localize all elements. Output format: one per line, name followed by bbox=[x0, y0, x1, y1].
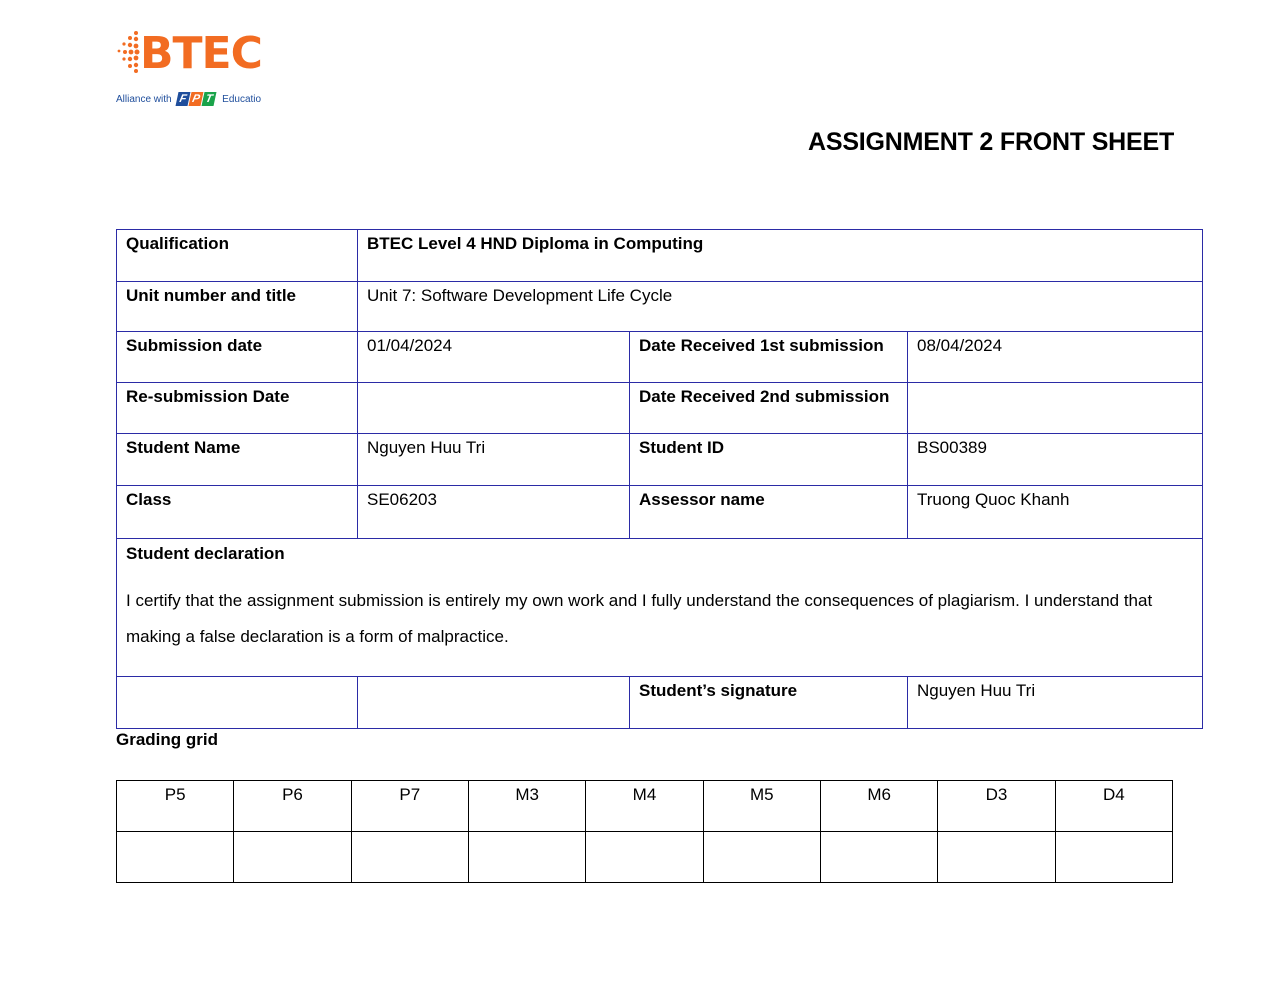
qualification-row bbox=[117, 230, 1203, 282]
resubmission-row bbox=[117, 383, 1203, 434]
class-value: SE06203 bbox=[358, 486, 630, 539]
grade-m5 bbox=[703, 832, 820, 883]
grade-p6 bbox=[234, 832, 351, 883]
signature-row bbox=[117, 677, 1203, 729]
assessor-label: Assessor name bbox=[630, 486, 908, 539]
declaration-cell bbox=[117, 539, 1203, 677]
page-title: ASSIGNMENT 2 FRONT SHEET bbox=[808, 128, 1175, 156]
education-text: Educatio bbox=[222, 94, 262, 106]
grade-d4 bbox=[1055, 832, 1172, 883]
resubmission-value bbox=[358, 383, 630, 434]
fpt-letter-t: T bbox=[202, 92, 217, 106]
submission-date-value: 01/04/2024 bbox=[358, 332, 630, 383]
class-row bbox=[117, 486, 1203, 539]
class-label: Class bbox=[117, 486, 358, 539]
criterion-d3: D3 bbox=[938, 781, 1055, 832]
alliance-line bbox=[116, 92, 261, 107]
declaration-text: I certify that the assignment submission is entirely my own work and I fully understand the consequences of plagiarism. I understand that making a false declaration is a form of malpractice. bbox=[126, 591, 1153, 646]
qualification-label: Qualification bbox=[117, 230, 358, 282]
qualification-value: BTEC Level 4 HND Diploma in Computing bbox=[358, 230, 1203, 282]
criterion-p6: P6 bbox=[234, 781, 351, 832]
student-id-label: Student ID bbox=[630, 434, 908, 486]
student-name-value: Nguyen Huu Tri bbox=[358, 434, 630, 486]
date-received-2-value bbox=[908, 383, 1203, 434]
criterion-m6: M6 bbox=[820, 781, 937, 832]
unit-value: Unit 7: Software Development Life Cycle bbox=[358, 282, 1203, 332]
unit-row bbox=[117, 282, 1203, 332]
signature-label: Student’s signature bbox=[630, 677, 908, 729]
declaration-row bbox=[117, 539, 1203, 677]
grading-result-row bbox=[117, 832, 1173, 883]
submission-row bbox=[117, 332, 1203, 383]
criterion-m4: M4 bbox=[586, 781, 703, 832]
student-id-value: BS00389 bbox=[908, 434, 1203, 486]
fpt-letter-p: P bbox=[189, 92, 204, 106]
fpt-letter-f: F bbox=[176, 92, 191, 106]
date-received-2-label: Date Received 2nd submission bbox=[630, 383, 908, 434]
grade-m3 bbox=[468, 832, 585, 883]
criterion-p5: P5 bbox=[117, 781, 234, 832]
grading-grid-table bbox=[116, 780, 1173, 883]
date-received-1-value: 08/04/2024 bbox=[908, 332, 1203, 383]
declaration-label: Student declaration bbox=[126, 544, 285, 563]
criterion-m5: M5 bbox=[703, 781, 820, 832]
unit-label: Unit number and title bbox=[117, 282, 358, 332]
btec-dots-icon bbox=[116, 30, 142, 74]
criterion-p7: P7 bbox=[351, 781, 468, 832]
grade-p5 bbox=[117, 832, 234, 883]
grading-criteria-row bbox=[117, 781, 1173, 832]
signature-empty-cell-2 bbox=[358, 677, 630, 729]
grade-d3 bbox=[938, 832, 1055, 883]
grade-m6 bbox=[820, 832, 937, 883]
assessor-value: Truong Quoc Khanh bbox=[908, 486, 1203, 539]
btec-wordmark: BTEC bbox=[140, 28, 262, 79]
student-name-label: Student Name bbox=[117, 434, 358, 486]
front-sheet-table bbox=[116, 229, 1203, 729]
alliance-text: Alliance with bbox=[116, 94, 172, 106]
criterion-m3: M3 bbox=[468, 781, 585, 832]
date-received-1-label: Date Received 1st submission bbox=[630, 332, 908, 383]
grade-p7 bbox=[351, 832, 468, 883]
resubmission-label: Re-submission Date bbox=[117, 383, 358, 434]
submission-date-label: Submission date bbox=[117, 332, 358, 383]
grading-grid-label: Grading grid bbox=[116, 730, 218, 749]
signature-empty-cell-1 bbox=[117, 677, 358, 729]
student-row bbox=[117, 434, 1203, 486]
btec-fpt-logo bbox=[116, 22, 276, 114]
signature-value: Nguyen Huu Tri bbox=[908, 677, 1203, 729]
grade-m4 bbox=[586, 832, 703, 883]
criterion-d4: D4 bbox=[1055, 781, 1172, 832]
fpt-logo bbox=[177, 92, 216, 107]
